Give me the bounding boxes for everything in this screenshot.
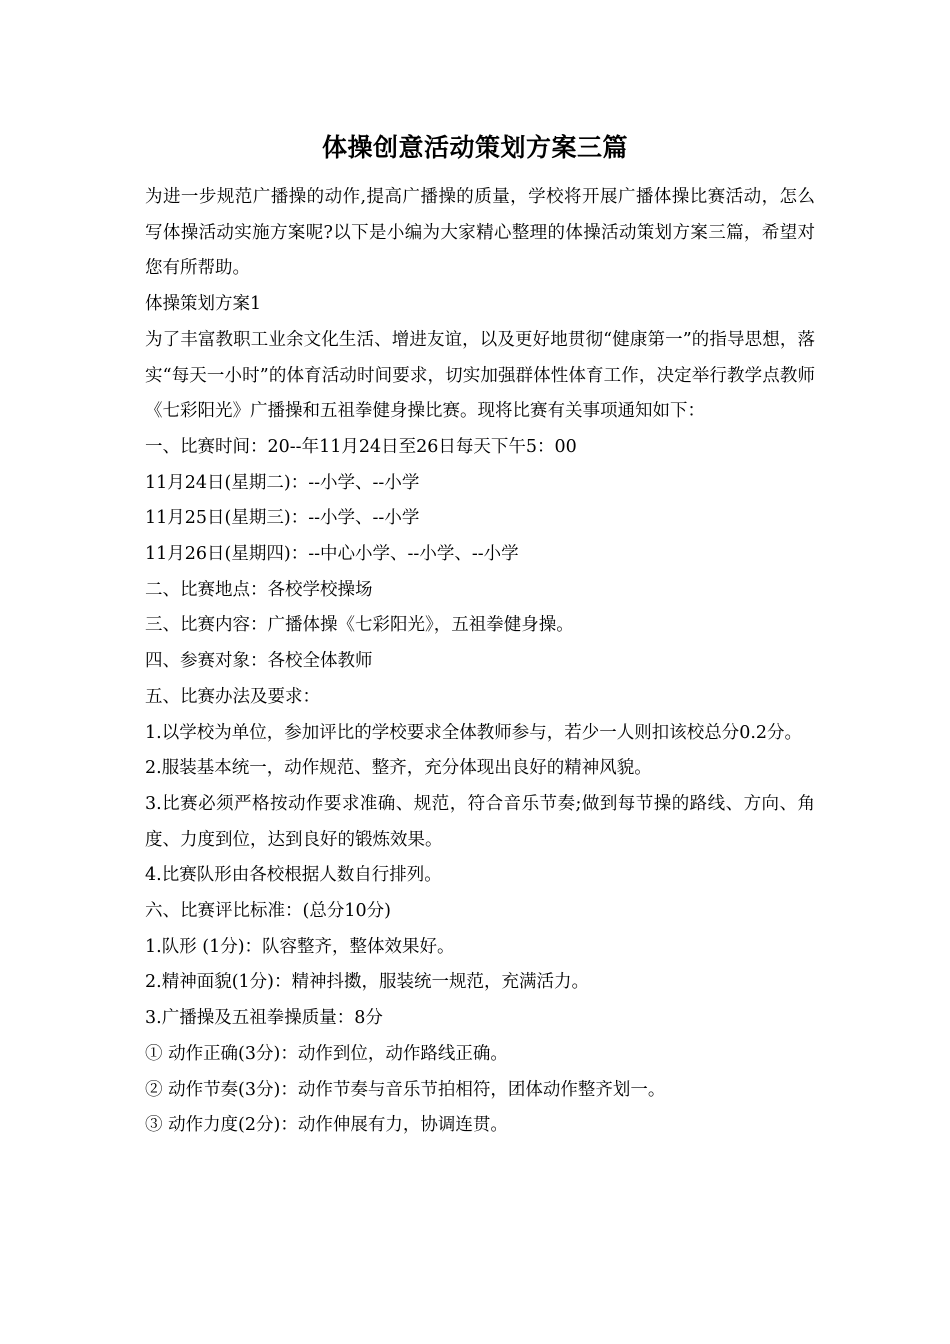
rule-item: 3.比赛必须严格按动作要求准确、规范，符合音乐节奏;做到每节操的路线、方向、角度、力度到位，达到良好的锻炼效果。 (145, 793, 815, 850)
venue-line: 二、比赛地点：各校学校操场 (145, 579, 373, 600)
criteria-item: 3.广播操及五祖拳操质量：8分 (145, 1008, 383, 1029)
schedule-line: 11月25日(星期三)：--小学、--小学 (145, 508, 420, 529)
participants-line: 四、参赛对象：各校全体教师 (145, 651, 373, 672)
criteria-item: 1.队形 (1分)：队容整齐，整体效果好。 (145, 936, 455, 957)
schedule-line: 11月26日(星期四)：--中心小学、--小学、--小学 (145, 544, 519, 565)
document-body (145, 180, 815, 1144)
rule-item: 2.服装基本统一，动作规范、整齐，充分体现出良好的精神风貌。 (145, 758, 652, 779)
document-title: 体操创意活动策划方案三篇 (321, 133, 628, 162)
content-line: 三、比赛内容：广播体操《七彩阳光》，五祖拳健身操。 (145, 615, 574, 636)
intro-paragraph: 为进一步规范广播操的动作,提高广播操的质量，学校将开展广播体操比赛活动，怎么写体操活动实施方案呢?以下是小编为大家精心整理的体操活动策划方案三篇，希望对您有所帮助。 (145, 187, 815, 279)
criteria-heading: 六、比赛评比标准：(总分10分) (145, 901, 391, 922)
subcriteria-item: ③ 动作力度(2分)：动作伸展有力，协调连贯。 (145, 1115, 508, 1136)
rules-heading: 五、比赛办法及要求： (145, 686, 320, 707)
criteria-item: 2.精神面貌(1分)：精神抖擞，服装统一规范，充满活力。 (145, 972, 589, 993)
section-paragraph: 为了丰富教职工业余文化生活、增进友谊，以及更好地贯彻“健康第一”的指导思想，落实“每天一小时”的体育活动时间要求，切实加强群体性体育工作，决定举行教学点教师《七彩阳光》广播操和五祖拳健身操比赛。现将比赛有关事项通知如下： (145, 329, 815, 422)
rule-item: 4.比赛队形由各校根据人数自行排列。 (145, 865, 442, 886)
schedule-line: 11月24日(星期二)：--小学、--小学 (145, 472, 420, 493)
time-heading: 一、比赛时间：20--年11月24日至26日每天下午5：00 (145, 436, 577, 457)
rule-item: 1.以学校为单位，参加评比的学校要求全体教师参与，若少一人则扣该校总分0.2分。 (145, 722, 803, 743)
subcriteria-item: ② 动作节奏(3分)：动作节奏与音乐节拍相符，团体动作整齐划一。 (145, 1079, 666, 1100)
section-heading: 体操策划方案1 (145, 294, 262, 315)
subcriteria-item: ① 动作正确(3分)：动作到位，动作路线正确。 (145, 1043, 508, 1064)
